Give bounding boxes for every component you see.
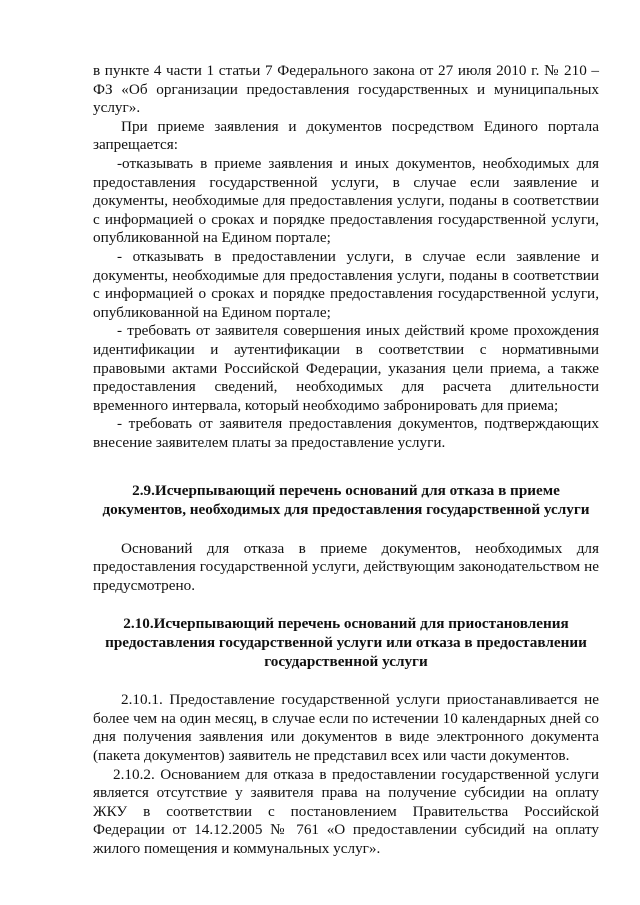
paragraph-prohibition-4: - требовать от заявителя предоставления документов, подтверждающих внесение заявителем платы за предоставление услуги. bbox=[93, 415, 599, 451]
document-page bbox=[93, 62, 599, 859]
paragraph-law-reference: в пункте 4 части 1 статьи 7 Федерального закона от 27 июля 2010 г. № 210 – ФЗ «Об организации предоставления государственных и муниципальных услуг». bbox=[93, 62, 599, 117]
paragraph-prohibition-2: - отказывать в предоставлении услуги, в случае если заявление и документы, необходимые для предоставления услуги, поданы в соответствии с информацией о сроках и порядке предоставления государственной услуги, опубликованной на Едином портале; bbox=[93, 247, 599, 321]
paragraph-prohibition-3: - требовать от заявителя совершения иных действий кроме прохождения идентификации и аутентификации в соответствии с нормативными правовыми актами Российской Федерации, указания цели приема, а также предоставления сведений, необходимых для расчета длительности временного интервала, который необходимо забронировать для приема; bbox=[93, 322, 599, 414]
paragraph-2-10-2: 2.10.2. Основанием для отказа в предоставлении государственной услуги является отсутствие у заявителя права на получение субсидии на оплату ЖКУ в соответствии с постановлением Правительства Российской Федерации от 14.12.2005 № 761 «О предоставлении субсидий на оплату жилого помещения и коммунальных услуг». bbox=[93, 765, 599, 857]
paragraph-portal-prohibitions-intro: При приеме заявления и документов посредством Единого портала запрещается: bbox=[93, 117, 599, 154]
section-heading-2-9: 2.9.Исчерпывающий перечень оснований для отказа в приеме документов, необходимых для предоставления государственной услуги bbox=[102, 482, 590, 519]
paragraph-prohibition-1: -отказывать в приеме заявления и иных документов, необходимых для предоставления государственной услуги, в случае если заявление и документы, необходимые для предоставления услуги, поданы в соответствии с информацией о сроках и порядке предоставления государственной услуги, опубликованной на Едином портале; bbox=[93, 154, 599, 247]
paragraph-2-10-1: 2.10.1. Предоставление государственной услуги приостанавливается не более чем на один месяц, в случае если по истечении 10 календарных дней со дня получения заявления или документов в виде электронного документа (пакета документов) заявитель не представил всех или части документов. bbox=[93, 691, 599, 764]
section-heading-2-10: 2.10.Исчерпывающий перечень оснований для приостановления предоставления государственной услуги или отказа в предоставлении государственной услуги bbox=[105, 615, 587, 670]
paragraph-no-refusal-grounds: Оснований для отказа в приеме документов, необходимых для предоставления государственной услуги, действующим законодательством не предусмотрено. bbox=[93, 539, 599, 594]
